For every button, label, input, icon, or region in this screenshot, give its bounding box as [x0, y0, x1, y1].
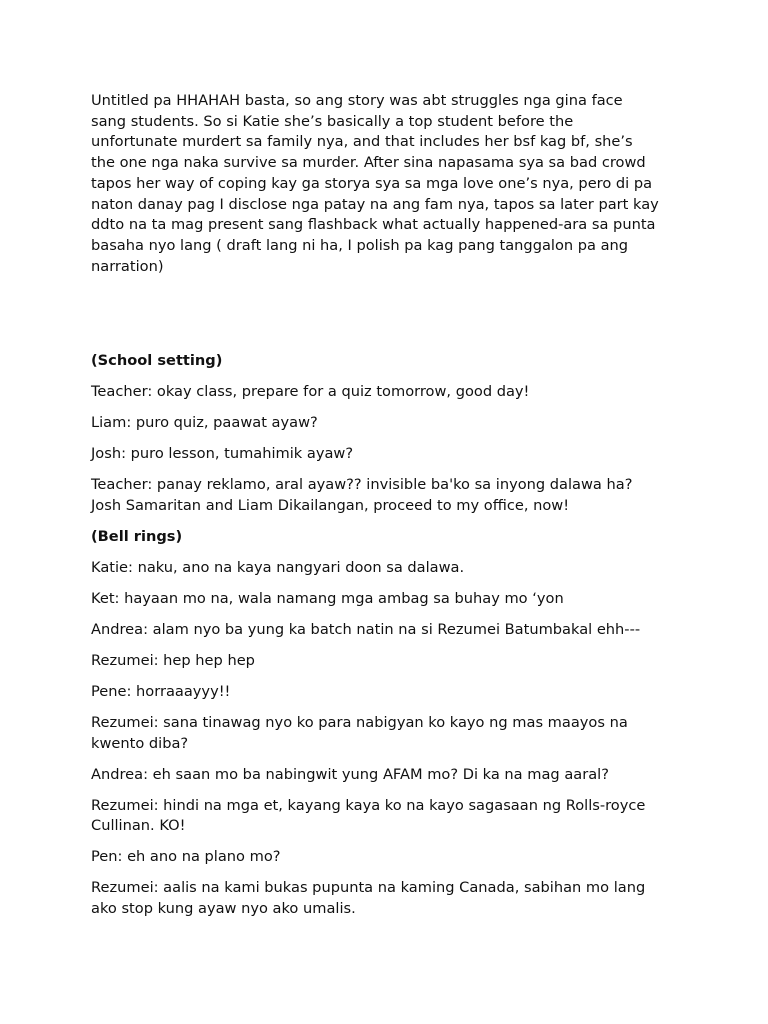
dialogue-line: Liam: puro quiz, paawat ayaw? — [91, 414, 318, 432]
dialogue-line: Katie: naku, ano na kaya nangyari doon sa dalawa. — [91, 559, 465, 577]
dialogue-line: Teacher: panay reklamo, aral ayaw?? invisible ba'ko sa inyong dalawa ha? Josh Samaritan and Liam Dikailangan, proceed to my office, now! — [91, 476, 633, 515]
script-dialogue — [91, 351, 687, 920]
scene-heading: (School setting) — [91, 352, 223, 370]
dialogue-line: Rezumei: hindi na mga et, kayang kaya ko na kayo sagasaan ng Rolls-royce Cullinan. KO! — [91, 796, 646, 835]
dialogue-line: Ket: hayaan mo na, wala namang mga ambag sa buhay mo ‘yon — [91, 590, 564, 608]
dialogue-line: Rezumei: hep hep hep — [91, 652, 255, 670]
blank-space — [91, 277, 687, 351]
dialogue-line: Rezumei: aalis na kami bukas pupunta na kaming Canada, sabihan mo lang ako stop kung ayaw nyo ako umalis. — [91, 879, 646, 918]
dialogue-line: Andrea: alam nyo ba yung ka batch natin na si Rezumei Batumbakal ehh--- — [91, 621, 641, 639]
dialogue-line: Teacher: okay class, prepare for a quiz tomorrow, good day! — [91, 383, 530, 401]
dialogue-line: Pene: horraaayyy!! — [91, 683, 231, 701]
document-body — [91, 91, 687, 930]
dialogue-line: Josh: puro lesson, tumahimik ayaw? — [91, 445, 354, 463]
dialogue-line: Rezumei: sana tinawag nyo ko para nabigyan ko kayo ng mas maayos na kwento diba? — [91, 714, 628, 752]
scene-heading: (Bell rings) — [91, 528, 183, 546]
dialogue-line: Andrea: eh saan mo ba nabingwit yung AFAM mo? Di ka na mag aaral? — [91, 765, 609, 783]
intro-paragraph: Untitled pa HHAHAH basta, so ang story was abt struggles nga gina face sang students. So si Katie she’s basically a top student before the unfortunate murdert sa family nya, and that includes her bsf kag bf, she’s the one nga naka survive sa murder. After sina napasama sya sa bad crowd tapos her way of coping kay ga storya sya sa mga love one’s nya, pero di pa naton danay pag I disclose nga patay na ang fam nya, tapos sa later part kay ddto na ta mag present sang flashback what actually happened-ara sa punta basaha nyo lang ( draft lang ni ha, I polish pa kag pang tanggalon pa ang narration) — [91, 92, 659, 275]
dialogue-line: Pen: eh ano na plano mo? — [91, 848, 281, 866]
